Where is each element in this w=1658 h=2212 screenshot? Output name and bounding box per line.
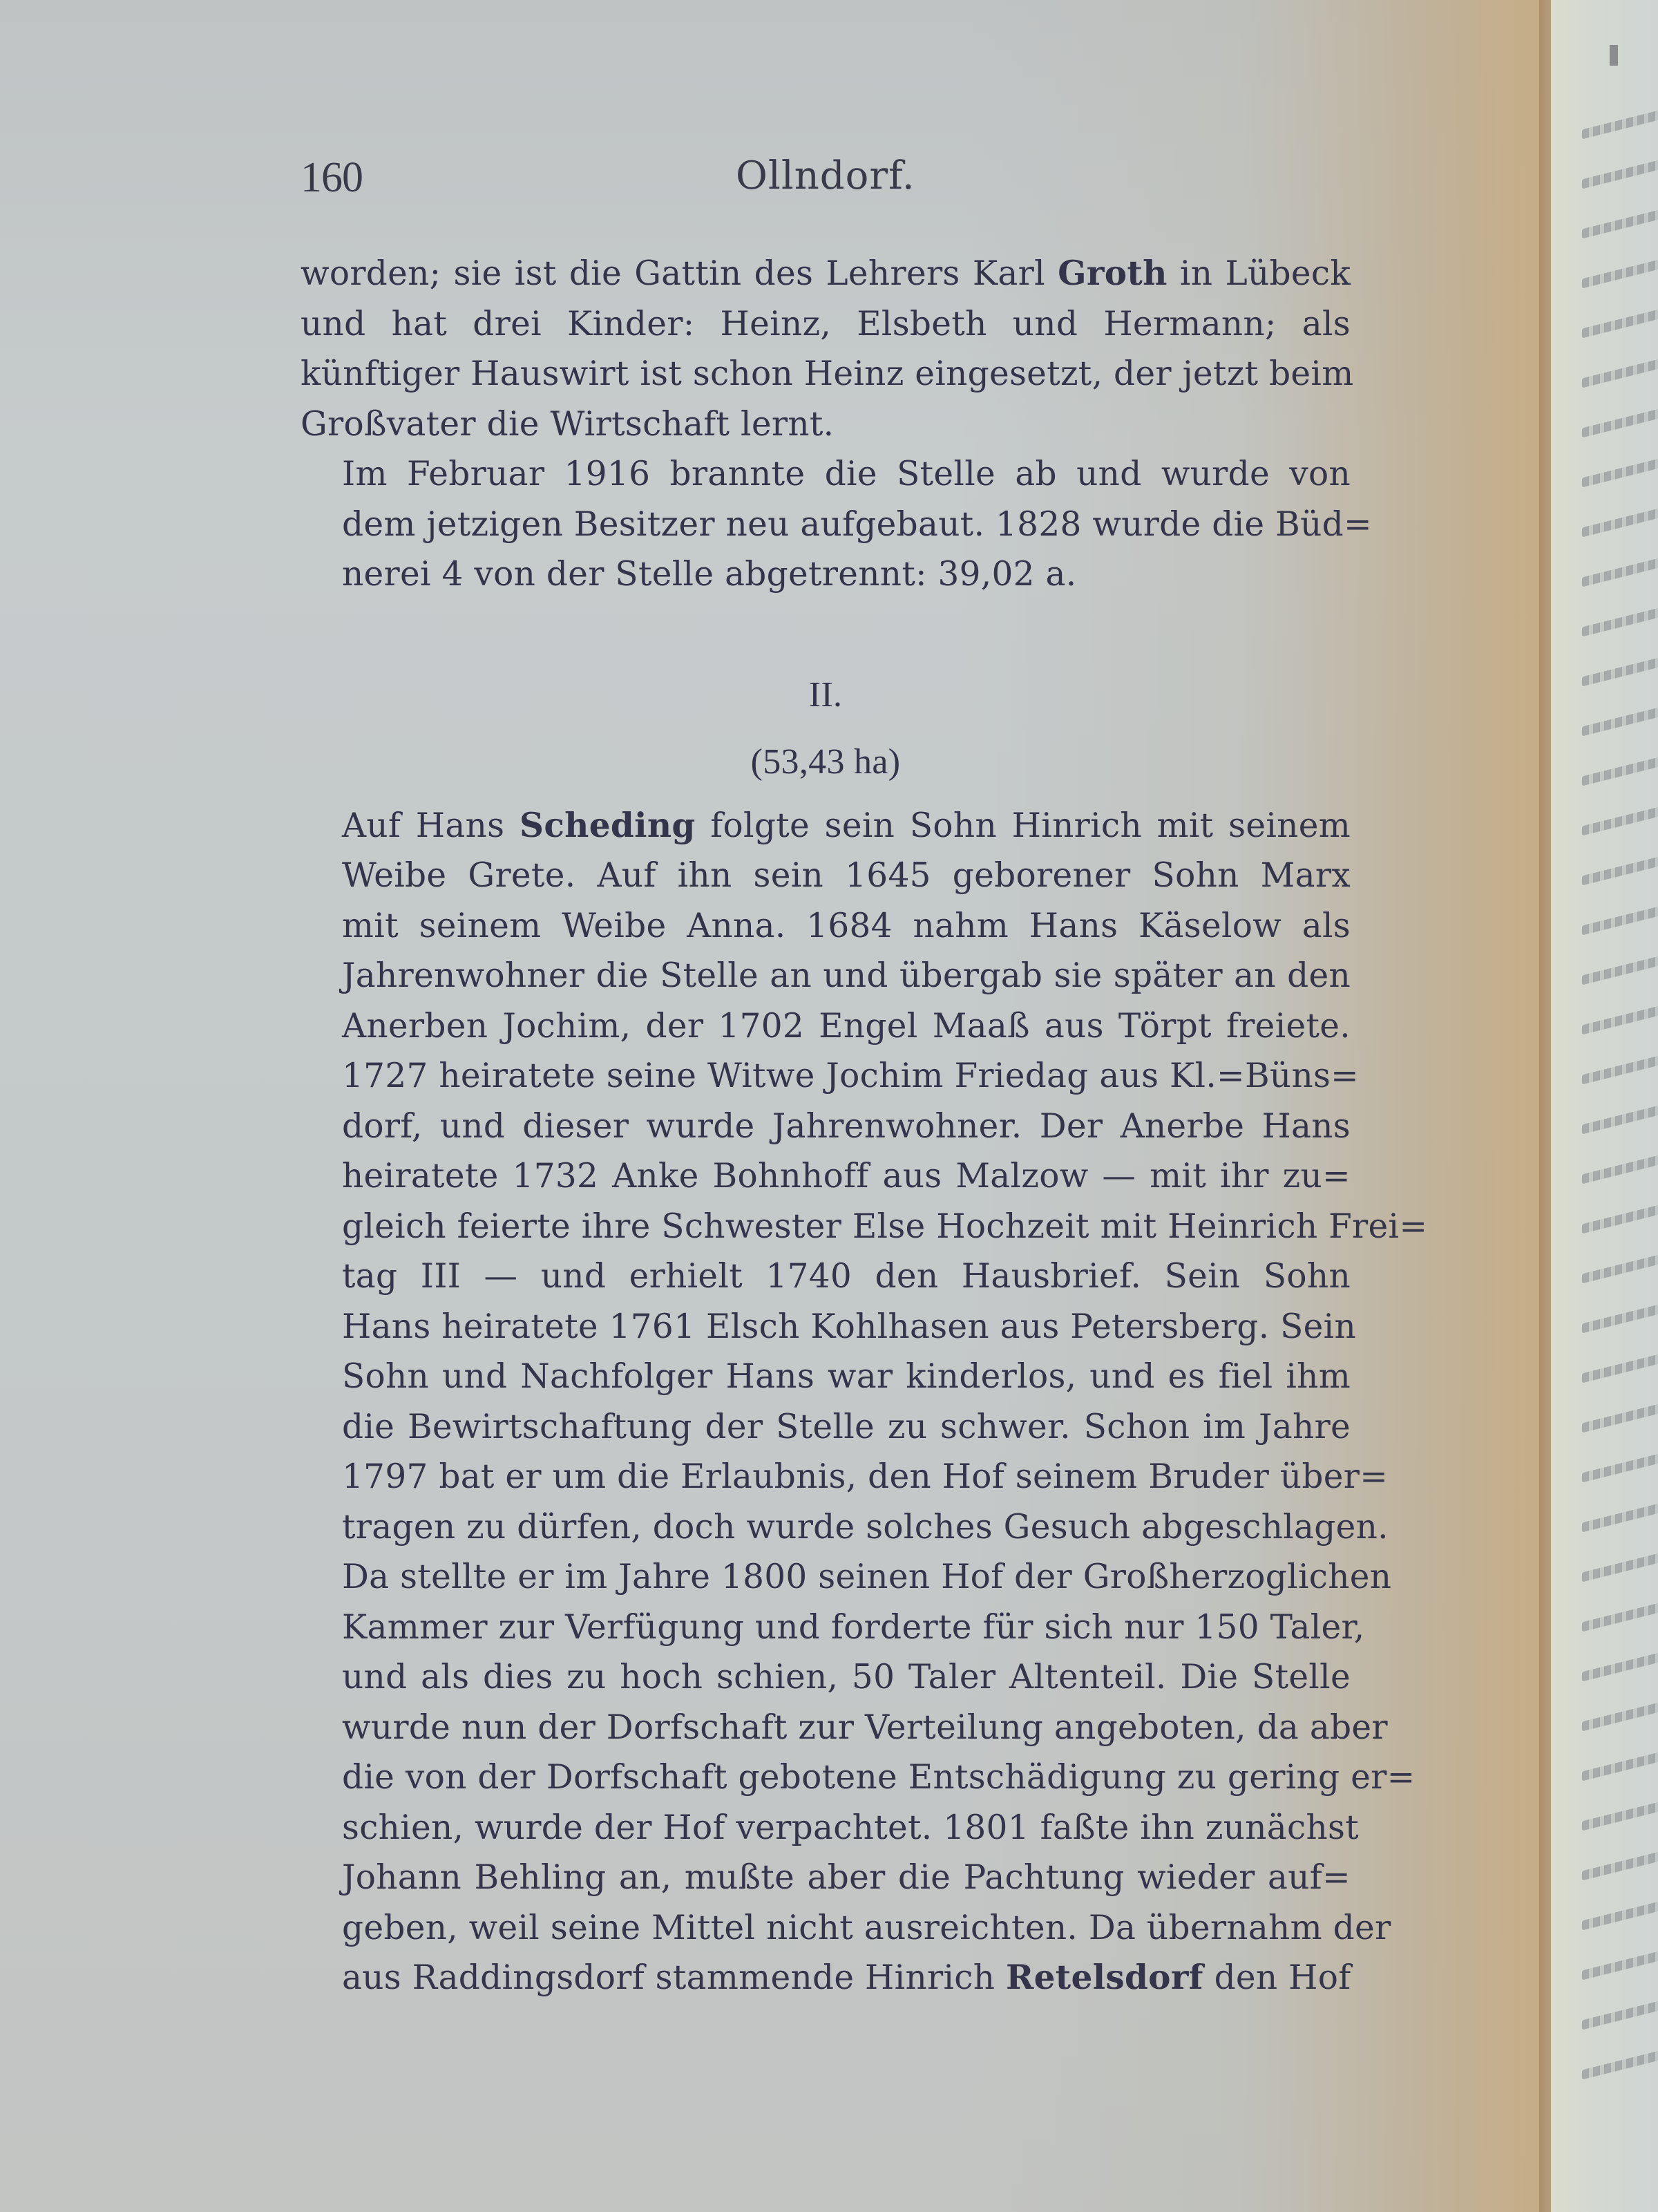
text-line: dem jetzigen Besitzer neu aufgebaut. 1828 wurde die Büd= bbox=[342, 504, 1372, 544]
facing-text-fragment bbox=[1582, 504, 1658, 538]
text-line: mit seinem Weibe Anna. 1684 nahm Hans Käselow als bbox=[342, 906, 1351, 945]
facing-text-fragment bbox=[1582, 1698, 1658, 1732]
text-line: tragen zu dürfen, doch wurde solches Gesuch abgeschlagen. bbox=[342, 1507, 1389, 1547]
facing-text-fragment bbox=[1582, 952, 1658, 985]
facing-text-fragment bbox=[1582, 1549, 1658, 1582]
body-text bbox=[301, 249, 1428, 2003]
facing-text-fragment bbox=[1582, 106, 1658, 140]
text-line: Anerben Jochim, der 1702 Engel Maaß aus Törpt freiete. bbox=[342, 1006, 1351, 1046]
text-line: dorf, und dieser wurde Jahrenwohner. Der Anerbe Hans bbox=[342, 1106, 1351, 1146]
facing-text-fragment bbox=[1582, 1499, 1658, 1533]
emphasized-name: Groth bbox=[1058, 254, 1168, 293]
facing-text-fragment bbox=[1582, 1101, 1658, 1135]
text-line: worden; sie ist die Gattin des Lehrers Karl Groth in Lübeck bbox=[301, 254, 1351, 293]
text-line: 1727 heiratete seine Witwe Jochim Friedag aus Kl.=Büns= bbox=[342, 1057, 1360, 1095]
page-number: 160 bbox=[301, 154, 363, 201]
text-line: Weibe Grete. Auf ihn sein 1645 geborener Sohn Marx bbox=[342, 856, 1351, 895]
facing-text-fragment bbox=[1582, 554, 1658, 587]
facing-text-fragment bbox=[1582, 1300, 1658, 1334]
paragraph bbox=[301, 249, 1354, 449]
facing-text-fragment bbox=[1582, 1648, 1658, 1682]
facing-text-fragment bbox=[1582, 852, 1658, 886]
paragraph bbox=[301, 801, 1428, 2003]
paragraphs-before-section bbox=[301, 249, 1372, 600]
facing-text-fragment bbox=[1582, 753, 1658, 786]
text-line: tag III — und erhielt 1740 den Hausbrief. Sein Sohn bbox=[342, 1257, 1351, 1296]
facing-text-fragment bbox=[1582, 404, 1658, 438]
text-line: heiratete 1732 Anke Bohnhoff aus Malzow — mit ihr zu= bbox=[342, 1157, 1351, 1195]
facing-text-fragment bbox=[1582, 653, 1658, 687]
text-line: nerei 4 von der Stelle abgetrennt: 39,02 a. bbox=[342, 555, 1077, 594]
text-line: Sohn und Nachfolger Hans war kinderlos, und es fiel ihm bbox=[342, 1357, 1351, 1396]
facing-text-fragment bbox=[1582, 1598, 1658, 1632]
facing-text-fragment bbox=[1582, 1947, 1658, 1981]
text-line: geben, weil seine Mittel nicht ausreichten. Da übernahm der bbox=[342, 1908, 1391, 1947]
facing-page-text-fragments bbox=[1582, 117, 1658, 2108]
running-head bbox=[301, 153, 1351, 209]
text-line: Kammer zur Verfügung und forderte für sich nur 150 Taler, bbox=[342, 1607, 1365, 1647]
emphasized-name: Retelsdorf bbox=[1006, 1958, 1203, 1997]
text-line: Jahrenwohner die Stelle an und übergab sie später an den bbox=[342, 956, 1351, 995]
text-line: und als dies zu hoch schien, 50 Taler Altenteil. Die Stelle bbox=[342, 1658, 1351, 1696]
text-line: Johann Behling an, mußte aber die Pachtung wieder auf= bbox=[342, 1858, 1351, 1897]
facing-page-edge bbox=[1551, 0, 1658, 2212]
text-line: 1797 bat er um die Erlaubnis, den Hof seinem Bruder über= bbox=[342, 1457, 1389, 1496]
facing-text-fragment bbox=[1582, 1996, 1658, 2030]
facing-text-fragment bbox=[1582, 802, 1658, 836]
facing-text-fragment bbox=[1582, 1151, 1658, 1184]
facing-text-fragment bbox=[1582, 1350, 1658, 1383]
facing-text-fragment bbox=[1582, 255, 1658, 289]
facing-text-fragment bbox=[1582, 603, 1658, 637]
text-line: die Bewirtschaftung der Stelle zu schwer. Schon im Jahre bbox=[342, 1407, 1351, 1446]
facing-text-fragment bbox=[1582, 355, 1658, 388]
facing-text-fragment bbox=[1582, 305, 1658, 339]
facing-text-fragment bbox=[1582, 703, 1658, 737]
facing-text-fragment bbox=[1582, 205, 1658, 239]
facing-text-fragment bbox=[1582, 1847, 1658, 1881]
facing-page-header-fragment bbox=[1610, 45, 1618, 66]
text-line: Auf Hans Scheding folgte sein Sohn Hinrich mit seinem bbox=[342, 805, 1351, 845]
facing-text-fragment bbox=[1582, 902, 1658, 936]
gutter-shadow bbox=[1539, 0, 1552, 2212]
text-line: künftiger Hauswirt ist schon Heinz eingesetzt, der jetzt beim bbox=[301, 355, 1354, 393]
emphasized-name: Scheding bbox=[520, 805, 696, 845]
text-line: die von der Dorfschaft gebotene Entschädigung zu gering er= bbox=[342, 1758, 1416, 1797]
facing-text-fragment bbox=[1582, 1748, 1658, 1781]
facing-text-fragment bbox=[1582, 1250, 1658, 1284]
running-title: Ollndorf. bbox=[736, 153, 915, 198]
section-number: II. bbox=[808, 674, 843, 715]
facing-text-fragment bbox=[1582, 1001, 1658, 1035]
text-line: Großvater die Wirtschaft lernt. bbox=[301, 404, 835, 444]
facing-text-fragment bbox=[1582, 1399, 1658, 1433]
section-area: (53,43 ha) bbox=[750, 741, 901, 782]
facing-text-fragment bbox=[1582, 1051, 1658, 1085]
facing-text-fragment bbox=[1582, 1897, 1658, 1931]
text-line: gleich feierte ihre Schwester Else Hochzeit mit Heinrich Frei= bbox=[342, 1207, 1428, 1246]
facing-text-fragment bbox=[1582, 155, 1658, 189]
section-paragraphs bbox=[301, 801, 1428, 2003]
facing-text-fragment bbox=[1582, 454, 1658, 488]
text-line: Da stellte er im Jahre 1800 seinen Hof der Großherzoglichen bbox=[342, 1558, 1392, 1596]
facing-text-fragment bbox=[1582, 1200, 1658, 1234]
text-line: aus Raddingsdorf stammende Hinrich Retelsdorf den Hof bbox=[342, 1958, 1351, 1997]
text-line: und hat drei Kinder: Heinz, Elsbeth und Hermann; als bbox=[301, 304, 1351, 343]
facing-text-fragment bbox=[1582, 1797, 1658, 1831]
text-line: Im Februar 1916 brannte die Stelle ab und wurde von bbox=[342, 455, 1351, 493]
facing-text-fragment bbox=[1582, 1449, 1658, 1483]
text-line: Hans heiratete 1761 Elsch Kohlhasen aus Petersberg. Sein bbox=[342, 1307, 1357, 1346]
paragraph bbox=[301, 449, 1372, 600]
text-line: schien, wurde der Hof verpachtet. 1801 faßte ihn zunächst bbox=[342, 1808, 1359, 1847]
text-line: wurde nun der Dorfschaft zur Verteilung angeboten, da aber bbox=[342, 1708, 1388, 1747]
facing-text-fragment bbox=[1582, 2046, 1658, 2080]
